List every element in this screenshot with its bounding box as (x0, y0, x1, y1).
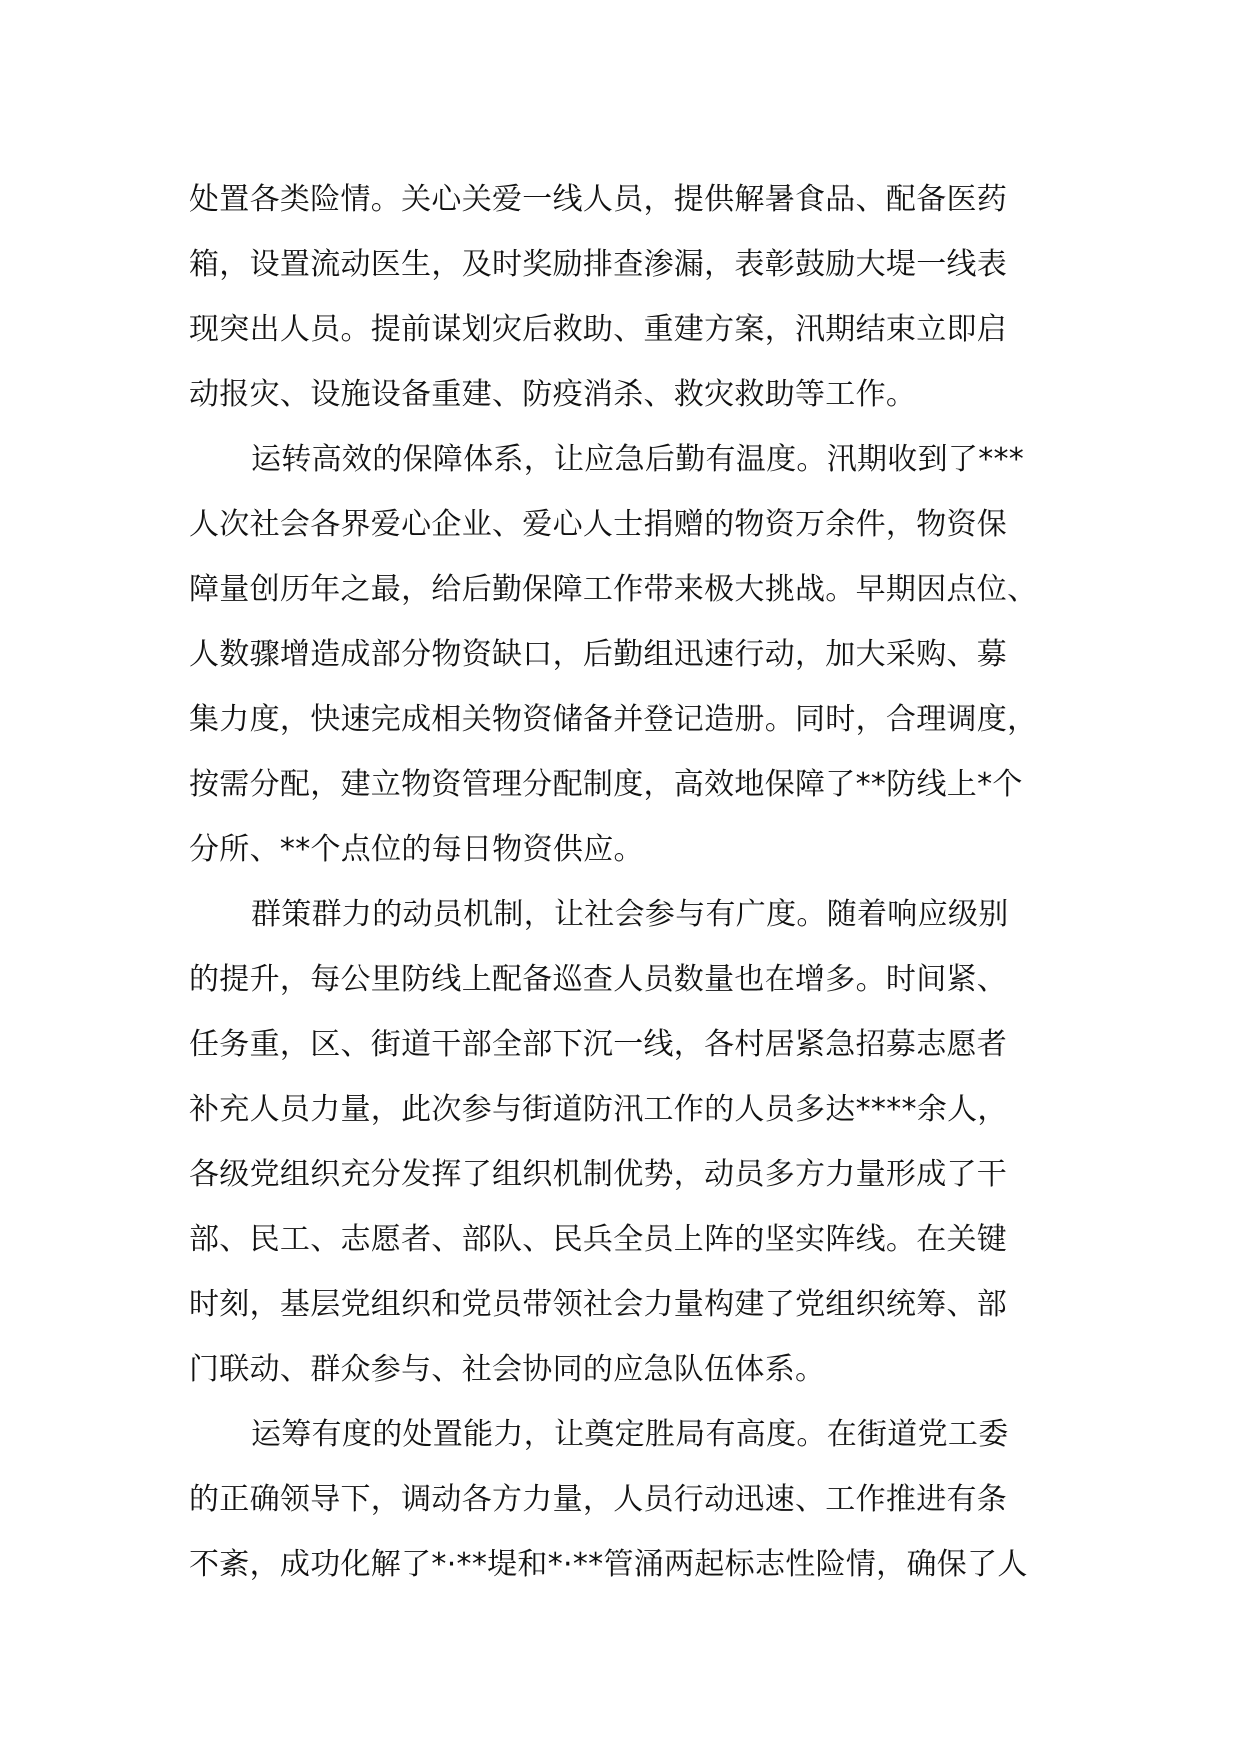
text-line: 部、民工、志愿者、部队、民兵全员上阵的坚实阵线。在关键 (189, 1222, 1008, 1257)
text-line: 动报灾、设施设备重建、防疫消杀、救灾救助等工作。 (189, 377, 917, 412)
text-line: 分所、**个点位的每日物资供应。 (189, 832, 644, 867)
text-line: 按需分配，建立物资管理分配制度，高效地保障了**防线上*个 (189, 767, 1023, 802)
text-line: 补充人员力量，此次参与街道防汛工作的人员多达****余人， (189, 1092, 1008, 1127)
paragraph-start-line: 群策群力的动员机制，让社会参与有广度。随着响应级别 (251, 897, 1009, 932)
text-line: 现突出人员。提前谋划灾后救助、重建方案，汛期结束立即启 (189, 312, 1008, 347)
text-line: 人次社会各界爱心企业、爱心人士捐赠的物资万余件，物资保 (189, 507, 1008, 542)
text-line: 集力度，快速完成相关物资储备并登记造册。同时，合理调度， (189, 702, 1038, 737)
text-line: 障量创历年之最，给后勤保障工作带来极大挑战。早期因点位、 (189, 572, 1038, 607)
text-line: 各级党组织充分发挥了组织机制优势，动员多方力量形成了干 (189, 1157, 1008, 1192)
paragraph-start-line: 运转高效的保障体系，让应急后勤有温度。汛期收到了*** (251, 442, 1025, 477)
text-line: 不紊，成功化解了*·**堤和*·**管涌两起标志性险情，确保了人 (189, 1547, 1028, 1582)
text-line: 门联动、群众参与、社会协同的应急队伍体系。 (189, 1352, 826, 1387)
text-line: 时刻，基层党组织和党员带领社会力量构建了党组织统筹、部 (189, 1287, 1008, 1322)
document-body (189, 167, 1089, 1597)
text-line: 人数骤增造成部分物资缺口，后勤组迅速行动，加大采购、募 (189, 637, 1008, 672)
text-line: 任务重，区、街道干部全部下沉一线，各村居紧急招募志愿者 (189, 1027, 1008, 1062)
text-line: 箱，设置流动医生，及时奖励排查渗漏，表彰鼓励大堤一线表 (189, 247, 1008, 282)
text-line: 的正确领导下，调动各方力量，人员行动迅速、工作推进有条 (189, 1482, 1008, 1517)
text-line: 处置各类险情。关心关爱一线人员，提供解暑食品、配备医药 (189, 182, 1008, 217)
text-line: 的提升，每公里防线上配备巡查人员数量也在增多。时间紧、 (189, 962, 1008, 997)
paragraph-start-line: 运筹有度的处置能力，让奠定胜局有高度。在街道党工委 (251, 1417, 1009, 1452)
